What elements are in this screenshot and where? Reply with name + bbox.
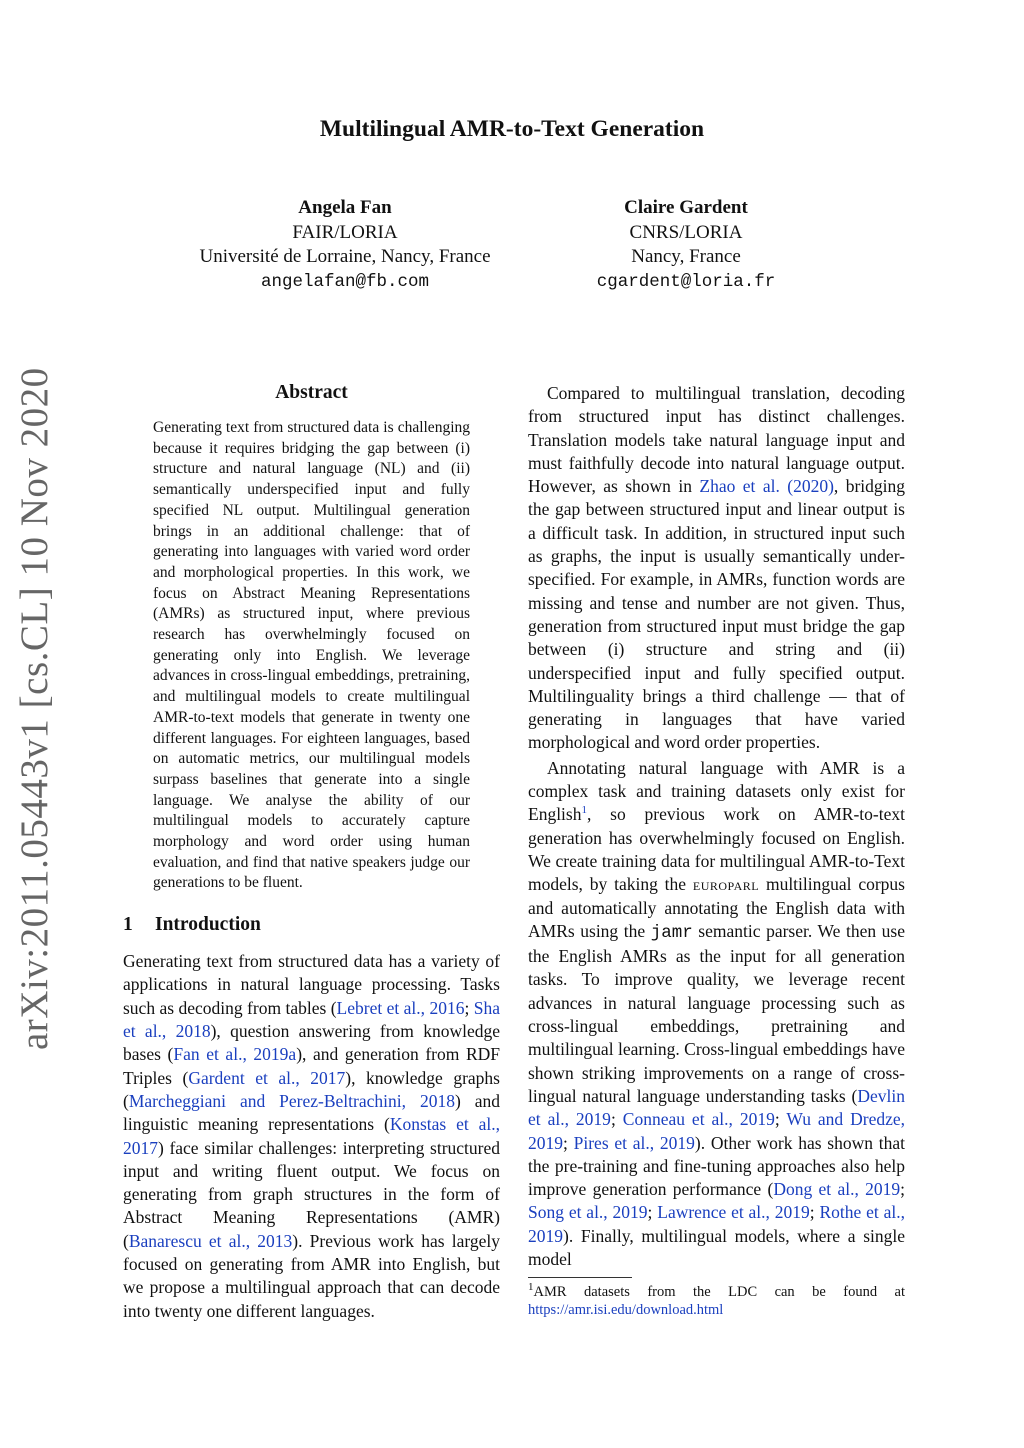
text-run: ) and linguistic meaning representations (	[123, 1090, 500, 1135]
footnote-url-link[interactable]: https://amr.isi.edu/download.html	[528, 1302, 724, 1319]
left-column	[123, 382, 500, 1323]
text-run: ;	[774, 1109, 787, 1130]
corpus-name: europarl	[692, 874, 760, 895]
text-run: ). Other work has shown that the pre-training and fine-tuning approaches also help improve generation performance (	[528, 1132, 905, 1200]
text-run: ), and generation from RDF Triples (	[123, 1044, 500, 1088]
text-run: ;	[563, 1132, 574, 1153]
footnote-text: AMR datasets from the LDC can be found at	[533, 1284, 905, 1301]
section-title: Introduction	[155, 914, 261, 936]
citation-link[interactable]: Dong et al., 2019	[773, 1179, 901, 1200]
text-run: ). Previous work has largely focused on generating from AMR into English, but we propose a multilingual approach that can decode into twenty one different languages.	[123, 1230, 500, 1321]
author-affiliation: FAIR/LORIA	[292, 221, 398, 243]
footnote	[528, 1283, 905, 1319]
author-email[interactable]: angelafan@fb.com	[260, 271, 430, 292]
text-run: Annotating natural language with AMR is a complex task and training datasets only exist for English	[528, 757, 905, 825]
right-column	[528, 382, 905, 1319]
footnote-divider	[528, 1277, 632, 1278]
citation-link[interactable]: Lebret et al., 2016	[336, 997, 465, 1018]
author-block	[180, 196, 510, 294]
text-run: ;	[647, 1202, 658, 1223]
text-run: ), question answering from knowledge bases (	[123, 1021, 500, 1065]
text-run: Generating text from structured data has a variety of applications in natural language processing. Tasks such as decoding from tables (	[123, 951, 500, 1018]
citation-link[interactable]: Lawrence et al., 2019	[657, 1202, 810, 1223]
text-run: ) face similar challenges: interpreting structured input and writing fluent output. We focus on generating from graph structures in the form of Abstract Meaning Representations (AMR) (	[123, 1137, 500, 1251]
footnote-marker[interactable]: 1	[581, 804, 587, 817]
text-run: ), knowledge graphs (	[123, 1067, 500, 1111]
citation-link[interactable]: Konstas et al., 2017	[123, 1114, 500, 1158]
text-run: semantic parser. We then use the English AMRs as the input for all generation tasks. To improve quality, we leverage recent advances in natural language processing such as cross-lingual embeddings, pretraining and multilingual learning. Cross-lingual embeddings have shown striking improvements on a range of cross-lingual natural language understanding tasks (	[528, 920, 905, 1106]
body-paragraph	[528, 757, 905, 1272]
section-number: 1	[123, 914, 133, 936]
author-block	[556, 196, 816, 294]
citation-link[interactable]: Conneau et al., 2019	[622, 1109, 775, 1130]
intro-paragraph	[123, 950, 500, 1323]
text-run: ;	[464, 997, 474, 1018]
author-location: Université de Lorraine, Nancy, France	[199, 246, 491, 267]
text-run: ). Finally, multilingual models, where a single model	[528, 1225, 905, 1269]
citation-link[interactable]: Pires et al., 2019	[573, 1132, 695, 1153]
section-heading	[123, 914, 500, 936]
author-email[interactable]: cgardent@loria.fr	[596, 271, 776, 292]
citation-link[interactable]: Banarescu et al., 2013	[128, 1230, 293, 1251]
parser-name: jamr	[650, 922, 693, 943]
body-paragraph	[528, 382, 905, 755]
citation-link[interactable]: Zhao et al. (2020)	[699, 476, 834, 497]
text-run: ;	[610, 1109, 623, 1130]
text-run: , bridging the gap between structured input and linear output is a difficult task. In addition, in structured input such as graphs, the input is usually semantically under-specified. For example, in AMRs, function words are missing and tense and number are not given. Thus, generation from structured input must bridge the gap between (i) structure and string and (ii) underspecified input and fully specified output. Multilinguality brings a third challenge — that of generating in languages that have varied morphological and word order properties.	[528, 476, 906, 753]
text-run: Compared to multilingual translation, decoding from structured input has distinct challenges. Translation models take natural language input and must faithfully decode into natural language output. However, as shown in	[528, 383, 905, 497]
citation-link[interactable]: Wu and Dredze, 2019	[528, 1109, 906, 1153]
citation-link[interactable]: Fan et al., 2019a	[173, 1044, 297, 1065]
author-name: Claire Gardent	[624, 197, 748, 218]
paper-title: Multilingual AMR-to-Text Generation	[319, 116, 705, 142]
citation-link[interactable]: Rothe et al., 2019	[528, 1202, 906, 1246]
text-run: , so previous work on AMR-to-text generation has overwhelmingly focused on English. We create training data for multilingual AMR-to-Text models, by taking the	[528, 804, 905, 895]
arxiv-identifier: arXiv:2011.05443v1 [cs.CL] 10 Nov 2020	[13, 367, 56, 1050]
abstract-text: Generating text from structured data is challenging because it requires bridging the gap between (i) structure and natural language (NL) and (ii) semantically underspecified input and fully specified NL output. Multilingual generation brings in an additional challenge: that of generating into languages with varied word order and morphological properties. In this work, we focus on Abstract Meaning Representations (AMRs) as structured input, where previous research has overwhelmingly focused on generating only into English. We leverage advances in cross-lingual embeddings, pretraining, and multilingual models to create multilingual AMR-to-text models that generate in twenty one different languages. For eighteen languages, based on automatic metrics, our multilingual models surpass baselines that generate into a single language. We analyse the ability of our multilingual models to accurately capture morphology and word order using human evaluation, and find that native speakers judge our generations to be fluent.	[153, 419, 470, 892]
text-run: ;	[809, 1202, 820, 1223]
footnote-number: 1	[528, 1281, 534, 1294]
text-run: ;	[900, 1179, 905, 1200]
citation-link[interactable]: Marcheggiani and Perez-Beltrachini, 2018	[128, 1090, 455, 1111]
citation-link[interactable]: Sha et al., 2018	[123, 997, 500, 1042]
citation-link[interactable]: Song et al., 2019	[528, 1202, 648, 1223]
author-location: Nancy, France	[631, 246, 741, 267]
text-run: multilingual corpus and automatically annotating the English data with AMRs using the	[528, 874, 905, 941]
author-affiliation: CNRS/LORIA	[629, 221, 743, 243]
author-name: Angela Fan	[298, 197, 392, 218]
citation-link[interactable]: Devlin et al., 2019	[528, 1085, 905, 1130]
citation-link[interactable]: Gardent et al., 2017	[188, 1067, 346, 1088]
abstract-heading: Abstract	[275, 382, 348, 403]
